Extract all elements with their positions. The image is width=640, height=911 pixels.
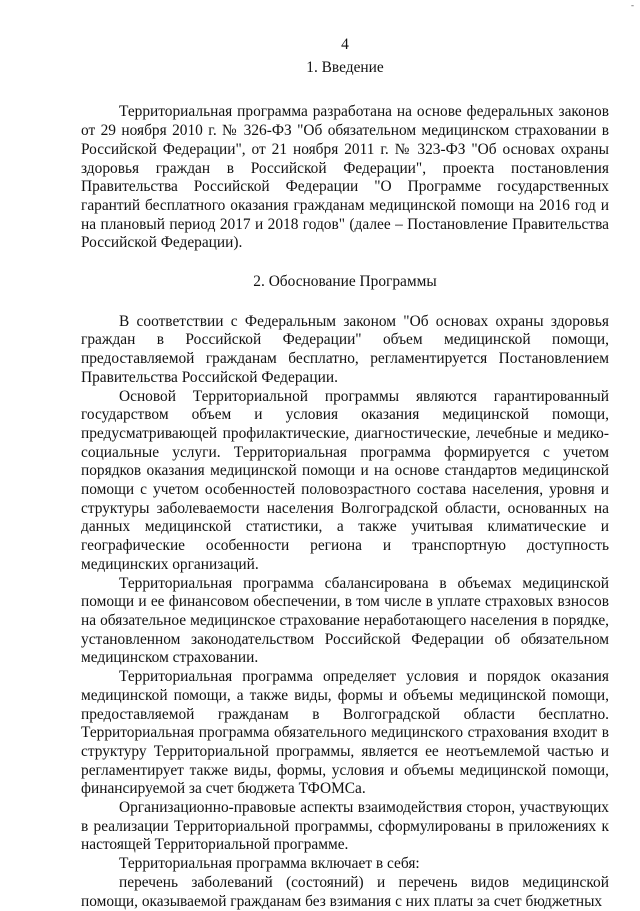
section-1-title: 1. Введение — [306, 58, 384, 76]
paragraph-basis: Основой Территориальной программы являются гарантированный государством объем и условия оказания медицинской помощи, предусматривающей профилактические, диагностические, лечебные и медико-социальные услуги. Территориальная программа формируется с учетом порядков оказания медицинской помощи и на основе стандартов медицинской помощи с учетом особенностей половозрастного состава населения, уровня и структуры заболеваемости населения Волгоградской области, основанных на данных медицинской статистики, а также учитывая климатические и географические особенности региона и транспортную доступность медицинских организаций. — [81, 387, 609, 573]
corner-mark: - — [631, 0, 634, 10]
paragraph-organization: Организационно-правовые аспекты взаимодействия сторон, участвующих в реализации Территориальной программы, сформулированы в приложениях к настоящей Территориальной программе. — [81, 799, 609, 854]
paragraph-federal-law: В соответствии с Федеральным законом "Об основах охраны здоровья граждан в Российской Федерации" объем медицинской помощи, предоставляемой гражданам бесплатно, регламентируется Постановлением Правительства Российской Федерации. — [81, 312, 609, 386]
paragraph-list-start: перечень заболеваний (состояний) и перечень видов медицинской помощи, оказываемой гражданам без взимания с них платы за счет бюджетных — [81, 873, 609, 910]
document-page — [81, 36, 609, 911]
page-number: 4 — [341, 36, 349, 53]
section-2-title: 2. Обоснование Программы — [253, 273, 437, 291]
paragraph-conditions: Территориальная программа определяет условия и порядок оказания медицинской помощи, а также виды, формы и объемы медицинской помощи, предоставляемой гражданам в Волгоградской области бесплатно. Территориальная программа обязательного медицинского страхования входит в структуру Территориальной программы, является ее неотъемлемой частью и регламентирует также виды, формы, условия и объемы медицинской помощи, финансируемой за счет бюджета ТФОМСа. — [81, 668, 609, 798]
intro-paragraph: Территориальная программа разработана на основе федеральных законов от 29 ноября 2010 г. № 326-ФЗ "Об обязательном медицинском страховании в Российской Федерации", от 21 ноября 2011 г. № 323-ФЗ "Об основах охраны здоровья граждан в Российской Федерации", проекта постановления Правительства Российской Федерации "О Программе государственных гарантий бесплатного оказания гражданам медицинской помощи на 2016 год и на плановый период 2017 и 2018 годов" (далее – Постановление Правительства Российской Федерации). — [81, 103, 609, 252]
paragraph-balance: Территориальная программа сбалансирована в объемах медицинской помощи и ее финансовом обеспечении, в том числе в уплате страховых взносов на обязательное медицинское страхование неработающего населения в порядке, установленном законодательством Российской Федерации об обязательном медицинском страховании. — [81, 574, 609, 667]
paragraph-includes: Территориальная программа включает в себя: — [119, 855, 420, 873]
